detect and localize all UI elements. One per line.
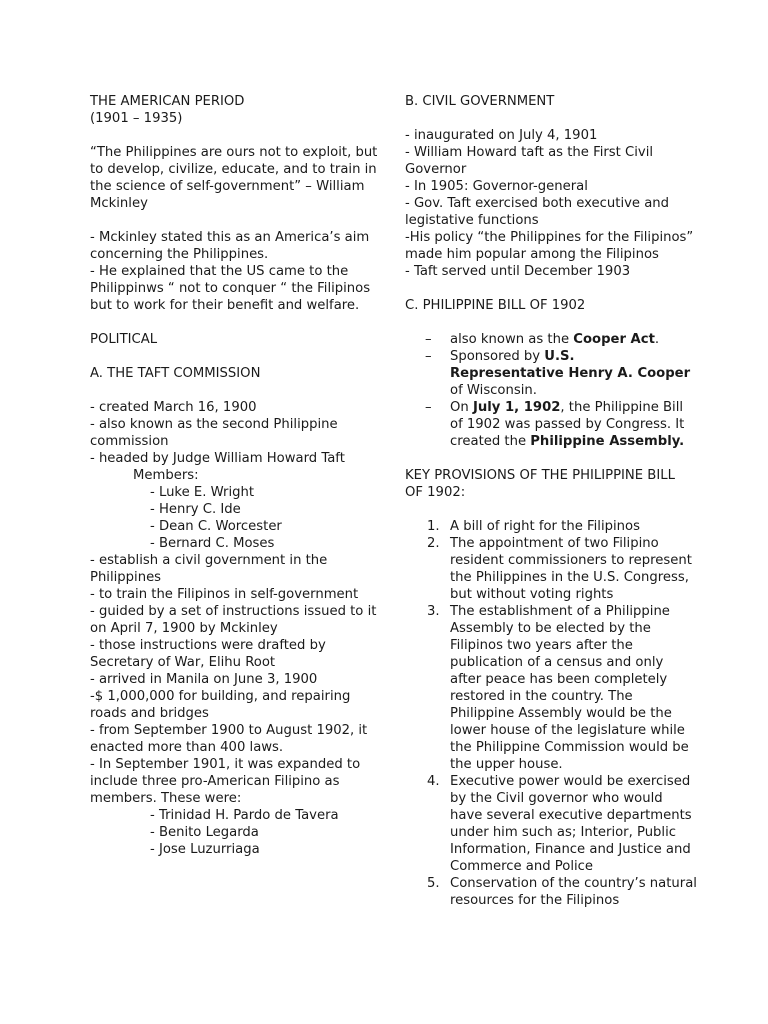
- note-line: - headed by Judge William Howard Taft: [90, 451, 345, 466]
- member-item: - Dean C. Worcester: [150, 519, 282, 534]
- note-line: legistative functions: [405, 213, 539, 228]
- note-line: - Taft served until December 1903: [405, 264, 631, 279]
- key-provisions-heading: OF 1902:: [405, 485, 466, 500]
- quote-line: “The Philippines are ours not to exploit, but: [90, 145, 378, 160]
- provision-line: Commerce and Police: [450, 859, 594, 874]
- note-line: concerning the Philippines.: [90, 247, 269, 262]
- dash-marker: –: [425, 332, 432, 347]
- bullet-bold-text: Philippine Assembly.: [530, 434, 685, 449]
- note-line: made him popular among the Filipinos: [405, 247, 659, 262]
- civil-government-notes: [405, 127, 695, 280]
- quote-line: to develop, civilize, educate, and to train in: [90, 162, 377, 177]
- dash-marker: –: [425, 349, 432, 364]
- bullet-text: .: [654, 332, 660, 347]
- note-line: Philippines: [90, 570, 162, 585]
- note-line: - inaugurated on July 4, 1901: [405, 128, 598, 143]
- bullet-text: created the: [450, 434, 531, 449]
- philippine-bill-heading: C. PHILIPPINE BILL OF 1902: [405, 298, 586, 313]
- bill-bullet: [405, 331, 695, 348]
- note-line: roads and bridges: [90, 706, 209, 721]
- provision-number: 4.: [427, 774, 440, 789]
- bullet-text: of Wisconsin.: [450, 383, 537, 398]
- provision-line: have several executive departments: [450, 808, 692, 823]
- provision-line: Executive power would be exercised: [450, 774, 691, 789]
- filipino-member-item: - Trinidad H. Pardo de Tavera: [150, 808, 339, 823]
- provision-line: Assembly to be elected by the: [450, 621, 651, 636]
- provision-item: [405, 603, 695, 773]
- bill-bullet: [405, 399, 695, 450]
- note-line: -His policy “the Philippines for the Filipinos”: [405, 230, 694, 245]
- member-item: - Bernard C. Moses: [150, 536, 275, 551]
- note-line: - from September 1900 to August 1902, it: [90, 723, 368, 738]
- note-line: - In 1905: Governor-general: [405, 179, 588, 194]
- note-line: - guided by a set of instructions issued to it: [90, 604, 377, 619]
- quote-line: Mckinley: [90, 196, 148, 211]
- note-line: Governor: [405, 162, 467, 177]
- filipino-member-item: - Jose Luzurriaga: [150, 842, 260, 857]
- page-title: THE AMERICAN PERIOD: [90, 94, 245, 109]
- provision-number: 1.: [427, 519, 440, 534]
- bullet-text: also known as the: [450, 332, 574, 347]
- taft-commission-heading: A. THE TAFT COMMISSION: [90, 366, 261, 381]
- provision-number: 3.: [427, 604, 440, 619]
- provision-line: Information, Finance and Justice and: [450, 842, 691, 857]
- member-item: - Henry C. Ide: [150, 502, 241, 517]
- bullet-text: of 1902 was passed by Congress. It: [450, 417, 685, 432]
- note-line: but to work for their benefit and welfare.: [90, 298, 360, 313]
- provision-item: [405, 875, 695, 909]
- note-line: - arrived in Manila on June 3, 1900: [90, 672, 318, 687]
- provision-item: [405, 773, 695, 875]
- provision-line: restored in the country. The: [450, 689, 633, 704]
- note-line: - William Howard taft as the First Civil: [405, 145, 654, 160]
- provision-line: Philippine Assembly would be the: [450, 706, 672, 721]
- members-label: Members:: [133, 468, 199, 483]
- provision-line: resident commissioners to represent: [450, 553, 692, 568]
- provision-line: publication of a census and only: [450, 655, 664, 670]
- provision-number: 5.: [427, 876, 440, 891]
- provision-line: The appointment of two Filipino: [450, 536, 659, 551]
- provision-number: 2.: [427, 536, 440, 551]
- member-item: - Luke E. Wright: [150, 485, 255, 500]
- note-line: - establish a civil government in the: [90, 553, 328, 568]
- provision-line: Filipinos two years after the: [450, 638, 633, 653]
- note-line: Secretary of War, Elihu Root: [90, 655, 276, 670]
- period-years: (1901 – 1935): [90, 111, 183, 126]
- key-provisions-heading: KEY PROVISIONS OF THE PHILIPPINE BILL: [405, 468, 675, 483]
- filipino-member-item: - Benito Legarda: [150, 825, 259, 840]
- left-column: [90, 93, 378, 858]
- mckinley-notes: [90, 229, 375, 314]
- note-line: enacted more than 400 laws.: [90, 740, 284, 755]
- provision-item: [405, 518, 695, 535]
- mckinley-quote: [90, 144, 378, 212]
- provision-line: the upper house.: [450, 757, 563, 772]
- bullet-bold-text: Representative Henry A. Cooper: [450, 366, 691, 381]
- bullet-bold-text: Cooper Act: [573, 332, 655, 347]
- bullet-text: , the Philippine Bill: [560, 400, 684, 415]
- provision-line: lower house of the legislature while: [450, 723, 685, 738]
- note-line: include three pro-American Filipino as: [90, 774, 340, 789]
- note-line: - to train the Filipinos in self-government: [90, 587, 359, 602]
- note-line: - also known as the second Philippine: [90, 417, 338, 432]
- provision-line: by the Civil governor who would: [450, 791, 663, 806]
- bill-bullet: [405, 348, 695, 399]
- note-line: - Gov. Taft exercised both executive and: [405, 196, 670, 211]
- note-line: commission: [90, 434, 169, 449]
- provisions-list: [405, 518, 695, 909]
- bullet-text: On: [450, 400, 473, 415]
- provision-line: the Philippines in the U.S. Congress,: [450, 570, 689, 585]
- provision-line: after peace has been completely: [450, 672, 668, 687]
- quote-line: the science of self-government” – William: [90, 179, 365, 194]
- provision-line: under him such as; Interior, Public: [450, 825, 677, 840]
- note-line: - In September 1901, it was expanded to: [90, 757, 361, 772]
- dash-marker: –: [425, 400, 432, 415]
- bullet-bold-text: U.S.: [544, 349, 575, 364]
- note-line: - He explained that the US came to the: [90, 264, 349, 279]
- note-line: members. These were:: [90, 791, 242, 806]
- provision-line: resources for the Filipinos: [450, 893, 620, 908]
- note-line: -$ 1,000,000 for building, and repairing: [90, 689, 351, 704]
- provision-line: but without voting rights: [450, 587, 614, 602]
- right-column: [405, 93, 695, 909]
- note-line: - those instructions were drafted by: [90, 638, 326, 653]
- note-line: Philippinws “ not to conquer “ the Filipinos: [90, 281, 371, 296]
- political-heading: POLITICAL: [90, 332, 158, 347]
- provision-line: A bill of right for the Filipinos: [450, 519, 640, 534]
- note-line: - created March 16, 1900: [90, 400, 257, 415]
- provision-item: [405, 535, 695, 603]
- provision-line: Conservation of the country’s natural: [450, 876, 697, 891]
- provision-line: The establishment of a Philippine: [450, 604, 670, 619]
- civil-government-heading: B. CIVIL GOVERNMENT: [405, 94, 555, 109]
- note-line: - Mckinley stated this as an America’s aim: [90, 230, 370, 245]
- provision-line: the Philippine Commission would be: [450, 740, 689, 755]
- taft-commission-notes: [90, 399, 375, 858]
- bullet-text: Sponsored by: [450, 349, 545, 364]
- bullet-bold-text: July 1, 1902: [472, 400, 561, 415]
- note-line: on April 7, 1900 by Mckinley: [90, 621, 278, 636]
